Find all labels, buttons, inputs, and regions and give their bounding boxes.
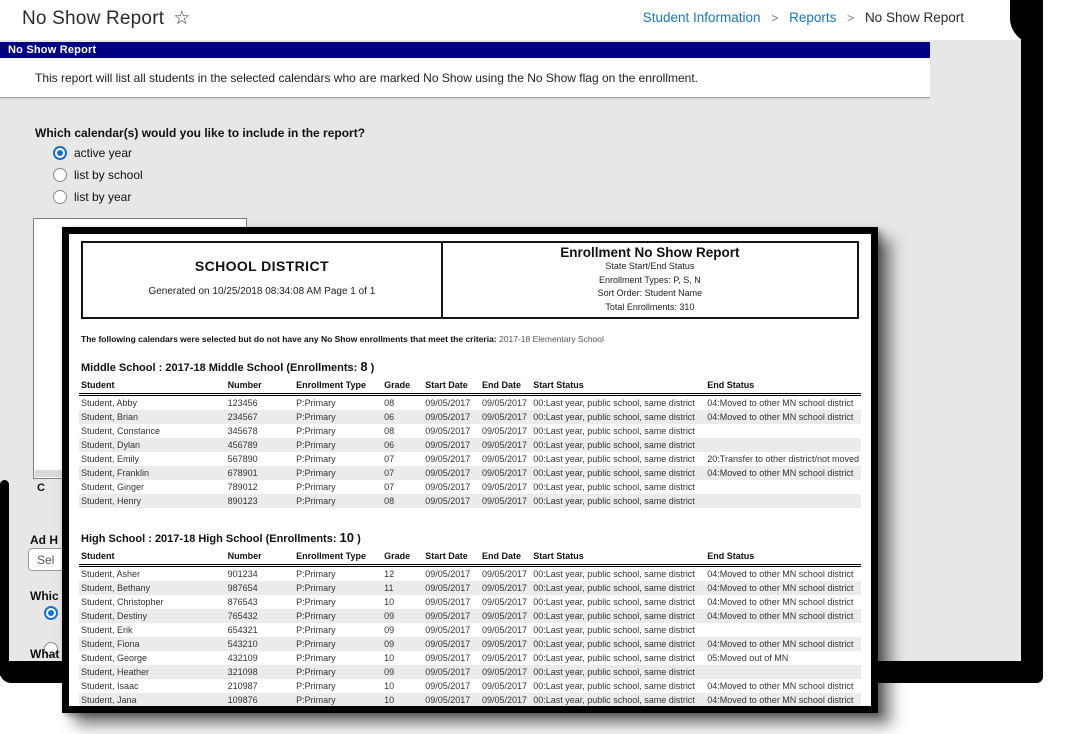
column-header: End Date [482, 550, 533, 566]
column-header: Number [228, 379, 296, 395]
table-cell: 789012 [227, 482, 258, 492]
section-heading-text: High School : 2017-18 High School (Enrollments: [81, 533, 340, 545]
table-cell: 654321 [227, 625, 258, 635]
table-row [79, 438, 861, 452]
table-cell: Student, Asher [81, 569, 141, 579]
section-heading [81, 359, 861, 374]
radio-option-label: active year [74, 146, 133, 160]
column-header: End Status [707, 550, 861, 566]
table-cell: 09/05/2017 [425, 597, 471, 607]
table-cell: 09/05/2017 [481, 653, 528, 663]
table-cell: 10 [384, 681, 395, 691]
table-cell [707, 424, 861, 438]
table-cell: Student, Emily [81, 454, 140, 464]
column-header: Start Status [533, 379, 707, 395]
radio-option-label: list by year [74, 190, 132, 204]
column-header: Number [228, 550, 296, 566]
table-cell: 04:Moved to other MN school district [707, 583, 854, 593]
table-cell: 432109 [227, 653, 258, 663]
table-cell: 00:Last year, public school, same district [533, 639, 695, 649]
table-cell: 210987 [227, 681, 258, 691]
adhoc-filter-select-value: Sel [37, 553, 55, 567]
generated-timestamp: Generated on 10/25/2018 08:34:08 AM Page 1 of 1 [148, 286, 376, 297]
table-cell: 765432 [227, 611, 258, 621]
table-row [79, 424, 861, 438]
page-header [0, 0, 1022, 40]
table-cell: 09/05/2017 [425, 440, 471, 450]
column-header: Start Date [425, 379, 482, 395]
radio-option-list-by-year[interactable] [53, 190, 131, 204]
radio-unselected-icon[interactable] [53, 168, 67, 182]
table-cell: 10 [384, 597, 395, 607]
table-cell: P:Primary [296, 583, 336, 593]
table-cell: 00:Last year, public school, same district [533, 496, 695, 506]
breadcrumb-link-student-information[interactable]: Student Information [642, 10, 761, 25]
note-bold-text: The following calendars were selected but do not have any No Show enrollments that meet the criteria: [81, 334, 497, 344]
table-cell: 04:Moved to other MN school district [707, 695, 854, 705]
table-cell: P:Primary [296, 468, 336, 478]
calendar-question-label: Which calendar(s) would you like to include in the report? [35, 126, 366, 140]
table-cell: 09/05/2017 [425, 667, 471, 677]
report-preview-window [62, 227, 878, 713]
table-cell: 00:Last year, public school, same district [533, 440, 695, 450]
radio-option-active-year[interactable] [53, 146, 132, 160]
table-cell: 09/05/2017 [481, 482, 528, 492]
report-subtitle-line: Total Enrollments: 310 [605, 301, 695, 312]
table-cell: Student, Bethany [81, 583, 151, 593]
multi-select-hint-fragment: C [37, 482, 45, 494]
report-section [79, 530, 861, 707]
table-cell: Student, Jana [81, 695, 137, 705]
table-cell: 04:Moved to other MN school district [707, 597, 854, 607]
table-cell: 09/05/2017 [481, 412, 528, 422]
clip-shadow-right [1021, 0, 1043, 678]
table-cell: 456789 [227, 440, 258, 450]
table-row [79, 637, 861, 651]
table-cell: 10 [384, 695, 395, 705]
table-cell: P:Primary [296, 639, 336, 649]
table-row [79, 566, 861, 582]
table-cell: P:Primary [296, 398, 336, 408]
table-cell: 321098 [227, 667, 258, 677]
report-header-district-cell [81, 241, 443, 319]
table-cell: 00:Last year, public school, same district [533, 653, 695, 663]
table-cell: P:Primary [296, 681, 336, 691]
table-row [79, 609, 861, 623]
table-cell: 09/05/2017 [425, 496, 471, 506]
breadcrumb-current-page: No Show Report [864, 10, 964, 25]
table-cell: 09/05/2017 [481, 639, 528, 649]
table-cell: 901234 [227, 569, 258, 579]
report-section [79, 359, 861, 508]
adhoc-filter-label-fragment: Ad H [30, 533, 58, 547]
table-cell: 09/05/2017 [425, 695, 471, 705]
page-title: No Show Report [22, 7, 165, 29]
report-header-title-cell [443, 241, 859, 319]
table-cell: 09/05/2017 [425, 569, 471, 579]
report-sections [79, 359, 861, 707]
report-subtitle-line: Enrollment Types: P, S, N [599, 274, 701, 285]
table-cell: 567890 [227, 454, 258, 464]
table-cell: 00:Last year, public school, same district [533, 597, 695, 607]
section-heading-text: Middle School : 2017-18 Middle School (Enrollments: [81, 362, 361, 374]
table-cell: P:Primary [296, 482, 336, 492]
table-row [79, 651, 861, 665]
table-cell: P:Primary [296, 695, 336, 705]
table-cell: 12 [384, 569, 395, 579]
note-plain-text: 2017-18 Elementary School [496, 334, 604, 344]
table-cell: 07 [384, 468, 395, 478]
column-header: Student [79, 550, 228, 566]
table-cell: Student, Dylan [81, 440, 141, 450]
table-cell: 00:Last year, public school, same district [533, 398, 695, 408]
table-cell: Student, Constance [81, 426, 161, 436]
table-cell: P:Primary [296, 597, 336, 607]
table-row [79, 581, 861, 595]
report-title-bar: No Show Report [0, 42, 930, 58]
table-row [79, 623, 861, 637]
table-cell: P:Primary [296, 625, 336, 635]
table-cell: 00:Last year, public school, same district [533, 569, 695, 579]
table-cell: 09/05/2017 [425, 583, 471, 593]
radio-selected-icon[interactable] [53, 146, 67, 160]
table-row [79, 665, 861, 679]
table-row [79, 466, 861, 480]
table-cell: 09/05/2017 [481, 611, 528, 621]
table-cell: 10 [384, 653, 395, 663]
table-cell: 00:Last year, public school, same district [533, 426, 695, 436]
table-cell [707, 665, 861, 679]
table-cell: 07 [384, 482, 395, 492]
breadcrumb-separator-icon: > [847, 11, 855, 25]
table-cell: 09/05/2017 [481, 569, 528, 579]
table-cell: 123456 [227, 398, 258, 408]
enrollment-table [79, 379, 861, 508]
report-header [81, 241, 859, 319]
table-cell: 00:Last year, public school, same district [533, 583, 695, 593]
report-subtitle-line: State Start/End Status [605, 261, 695, 271]
table-cell: 00:Last year, public school, same district [533, 611, 695, 621]
table-cell: 09/05/2017 [425, 412, 471, 422]
table-cell: Student, Ginger [81, 482, 145, 492]
table-row [79, 395, 861, 411]
table-cell: 345678 [227, 426, 258, 436]
table-cell: 543210 [227, 639, 258, 649]
column-header: End Status [707, 379, 861, 395]
table-cell: 09/05/2017 [425, 426, 471, 436]
table-cell: P:Primary [296, 667, 336, 677]
question3-label-fragment: What [30, 647, 60, 661]
column-header: Start Status [533, 550, 707, 566]
question2-label-fragment: Whic [30, 589, 59, 603]
table-cell: 09/05/2017 [481, 681, 528, 691]
table-cell: 09 [384, 639, 395, 649]
table-cell: P:Primary [296, 454, 336, 464]
table-cell: 06 [384, 412, 395, 422]
section-heading-suffix: ) [354, 533, 361, 545]
table-cell: 00:Last year, public school, same district [533, 482, 695, 492]
section-heading-suffix: ) [367, 362, 375, 374]
table-cell: P:Primary [296, 611, 336, 621]
table-cell: 04:Moved to other MN school district [707, 611, 854, 621]
table-cell: 09/05/2017 [481, 667, 528, 677]
column-header: Grade [384, 379, 425, 395]
table-cell: 11 [384, 583, 394, 593]
table-cell: 09/05/2017 [425, 653, 471, 663]
favorite-star-icon[interactable]: ☆ [173, 8, 191, 29]
report-subtitle-line: Sort Order: Student Name [597, 288, 703, 298]
table-cell: 09/05/2017 [425, 468, 471, 478]
table-cell: 04:Moved to other MN school district [707, 639, 854, 649]
table-cell: 04:Moved to other MN school district [707, 681, 854, 691]
table-cell: 09/05/2017 [481, 398, 528, 408]
table-cell: 00:Last year, public school, same district [533, 695, 695, 705]
breadcrumb-link-reports[interactable]: Reports [789, 10, 837, 25]
table-row [79, 410, 861, 424]
district-name: SCHOOL DISTRICT [194, 258, 329, 274]
table-cell: 09/05/2017 [481, 440, 528, 450]
table-cell: 00:Last year, public school, same district [533, 681, 695, 691]
table-row [79, 494, 861, 508]
table-cell: 234567 [227, 412, 258, 422]
table-cell: P:Primary [296, 440, 336, 450]
table-row [79, 693, 861, 707]
table-cell: P:Primary [296, 569, 336, 579]
report-title: Enrollment No Show Report [560, 245, 740, 260]
table-cell: Student, Destiny [81, 611, 148, 621]
table-header-row [79, 379, 861, 395]
table-cell: 00:Last year, public school, same district [533, 468, 695, 478]
table-cell [707, 623, 861, 637]
table-cell: Student, Heather [81, 667, 150, 677]
table-cell: 09/05/2017 [425, 482, 471, 492]
table-row [79, 480, 861, 494]
table-cell: Student, Franklin [81, 468, 150, 478]
table-cell: 09/05/2017 [481, 426, 528, 436]
clip-shadow-left [0, 480, 9, 676]
table-cell: 09/05/2017 [425, 681, 471, 691]
table-cell: 00:Last year, public school, same district [533, 625, 695, 635]
section-heading [81, 530, 861, 545]
table-cell [707, 438, 861, 452]
table-cell: 09 [384, 611, 395, 621]
report-description: This report will list all students in the selected calendars who are marked No Show using the No Show flag on the enrollment. [0, 58, 930, 98]
table-cell: 09/05/2017 [425, 625, 471, 635]
radio-unselected-icon[interactable] [53, 190, 67, 204]
column-header: Enrollment Type [296, 550, 384, 566]
table-cell: 04:Moved to other MN school district [707, 468, 854, 478]
table-cell: 09/05/2017 [425, 398, 471, 408]
table-cell: Student, Fiona [81, 639, 140, 649]
breadcrumb [643, 10, 964, 25]
table-row [79, 595, 861, 609]
column-header: Student [79, 379, 228, 395]
table-cell: 08 [384, 398, 395, 408]
table-cell: Student, Christopher [81, 597, 164, 607]
table-cell: 04:Moved to other MN school district [707, 569, 854, 579]
section-enrollment-count: 8 [360, 359, 368, 374]
table-cell: 04:Moved to other MN school district [707, 398, 854, 408]
table-cell: 109876 [227, 695, 258, 705]
radio-option-list-by-school[interactable] [53, 168, 143, 182]
column-header: Grade [384, 550, 425, 566]
table-cell: P:Primary [296, 412, 336, 422]
column-header: Enrollment Type [296, 379, 384, 395]
table-cell: Student, Henry [81, 496, 142, 506]
table-cell: 00:Last year, public school, same district [533, 667, 695, 677]
table-cell: 09/05/2017 [481, 597, 528, 607]
table-cell: 09/05/2017 [481, 583, 528, 593]
table-cell: 09/05/2017 [425, 639, 471, 649]
table-cell: 09/05/2017 [425, 611, 471, 621]
table-cell [707, 494, 861, 508]
table-cell: 08 [384, 426, 395, 436]
table-cell: 09/05/2017 [481, 496, 528, 506]
radio-selected-icon[interactable] [44, 606, 58, 620]
table-cell: Student, George [81, 653, 148, 663]
table-row [79, 679, 861, 693]
table-cell: Student, Isaac [81, 681, 139, 691]
excluded-calendars-note [81, 334, 859, 344]
table-cell: 890123 [227, 496, 258, 506]
table-header-row [79, 550, 861, 566]
table-cell: 09 [384, 667, 395, 677]
table-cell: 07 [384, 454, 395, 464]
table-cell: P:Primary [296, 653, 336, 663]
column-header: Start Date [425, 550, 482, 566]
table-cell: 987654 [227, 583, 258, 593]
table-cell: Student, Brian [81, 412, 139, 422]
table-cell: P:Primary [296, 426, 336, 436]
table-cell: Student, Erik [81, 625, 133, 635]
table-cell: 04:Moved to other MN school district [707, 412, 854, 422]
table-cell: P:Primary [296, 496, 336, 506]
table-cell: 06 [384, 440, 395, 450]
radio-option-label: list by school [74, 168, 143, 182]
column-header: End Date [482, 379, 533, 395]
table-cell: 09/05/2017 [481, 468, 528, 478]
table-cell: 09/05/2017 [425, 454, 471, 464]
table-cell: 09/05/2017 [481, 625, 528, 635]
table-cell: 678901 [227, 468, 258, 478]
table-row [79, 452, 861, 466]
table-cell: 08 [384, 496, 395, 506]
table-cell: 00:Last year, public school, same district [533, 454, 695, 464]
enrollment-table [79, 550, 861, 707]
table-cell: 09/05/2017 [481, 695, 528, 705]
table-cell [707, 480, 861, 494]
table-cell: 09 [384, 625, 395, 635]
table-cell: 876543 [227, 597, 258, 607]
table-cell: 20:Transfer to other district/not moved [707, 454, 859, 464]
breadcrumb-separator-icon: > [771, 11, 779, 25]
section-enrollment-count: 10 [339, 530, 355, 545]
table-cell: Student, Abby [81, 398, 138, 408]
table-cell: 05:Moved out of MN [707, 653, 789, 663]
table-cell: 00:Last year, public school, same district [533, 412, 695, 422]
table-cell: 09/05/2017 [481, 454, 528, 464]
